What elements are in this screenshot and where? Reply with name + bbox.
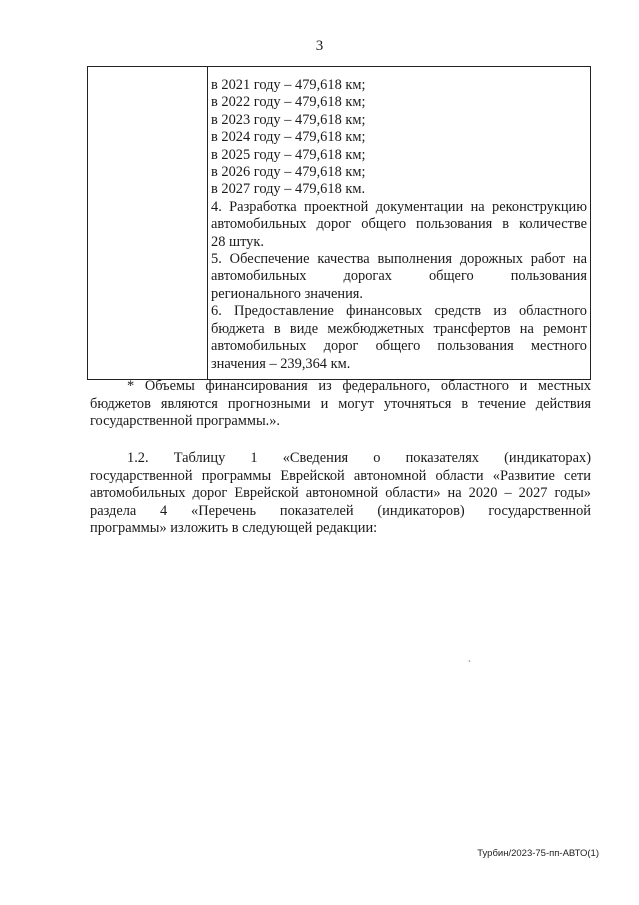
paragraph-line: автомобильных дорог Еврейской автономной области» на 2020 – 2027 годы»	[90, 485, 591, 502]
page-number: 3	[315, 38, 324, 54]
footnote-line: * Объемы финансирования из федерального, областного и местных	[127, 378, 591, 394]
item-6-line: 6. Предоставление финансовых средств из областного	[211, 303, 587, 320]
paragraph-line: 1.2. Таблицу 1 «Сведения о показателях (индикаторах)	[127, 450, 591, 466]
year-line-2025: в 2025 году – 479,618 км;	[211, 146, 366, 163]
item-4-line: 4. Разработка проектной документации на реконструкцию	[211, 198, 587, 215]
footnote-line: государственной программы.».	[90, 413, 281, 430]
paragraph-line: государственной программы Еврейской автономной области «Развитие сети	[90, 467, 591, 484]
item-4-line: автомобильных дорог общего пользования в количестве	[211, 216, 587, 233]
item-5-line: автомобильных дорогах общего пользования	[211, 268, 587, 285]
table-left-cell	[88, 67, 208, 380]
year-line-2023: в 2023 году – 479,618 км;	[211, 111, 366, 128]
footnote	[90, 378, 591, 431]
year-line-2027: в 2027 году – 479,618 км.	[211, 181, 366, 198]
paragraph-line: раздела 4 «Перечень показателей (индикаторов) государственной	[90, 502, 591, 519]
document-code: Турбин/2023-75-пп-АВТО(1)	[477, 848, 599, 859]
item-5-line: 5. Обеспечение качества выполнения дорожных работ на	[211, 251, 587, 268]
paragraph-line: программы» изложить в следующей редакции:	[90, 520, 378, 537]
year-line-2021: в 2021 году – 479,618 км;	[211, 77, 366, 93]
year-line-2022: в 2022 году – 479,618 км;	[211, 94, 366, 111]
item-6-line: автомобильных дорог общего пользования местного	[211, 338, 587, 355]
item-5-line: регионального значения.	[211, 285, 364, 302]
item-6-line: бюджета в виде межбюджетных трансфертов на ремонт	[211, 320, 587, 337]
item-4-line: 28 штук.	[211, 233, 264, 250]
year-line-2024: в 2024 году – 479,618 км;	[211, 129, 366, 146]
item-6-line: значения – 239,364 км.	[211, 355, 351, 372]
amendment-paragraph	[90, 450, 591, 538]
footnote-line: бюджетов являются прогнозными и могут уточняться в течение действия	[90, 395, 591, 412]
year-line-2026: в 2026 году – 479,618 км;	[211, 164, 366, 181]
table-right-cell	[208, 67, 591, 380]
stray-mark: `	[468, 659, 471, 669]
program-table	[87, 66, 591, 380]
